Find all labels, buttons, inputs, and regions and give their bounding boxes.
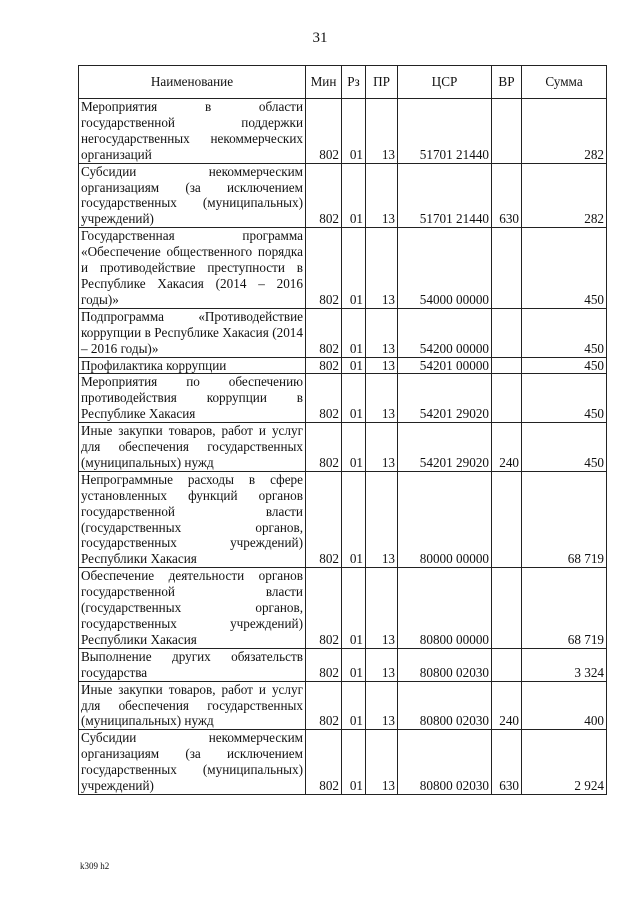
cell-pr: 13	[366, 374, 398, 423]
cell-csr: 54200 00000	[398, 308, 492, 357]
header-min: Мин	[306, 66, 342, 99]
cell-vr	[492, 568, 522, 649]
header-name: Наименование	[79, 66, 306, 99]
header-vr: ВР	[492, 66, 522, 99]
cell-vr: 240	[492, 423, 522, 472]
header-rz: Рз	[342, 66, 366, 99]
cell-min: 802	[306, 374, 342, 423]
cell-csr: 80000 00000	[398, 471, 492, 567]
cell-csr: 54201 00000	[398, 357, 492, 374]
cell-rz: 01	[342, 648, 366, 681]
cell-name: Субсидии некоммерческим организациям (за исключением государственных (муниципальных) учреждений)	[79, 163, 306, 228]
cell-min: 802	[306, 308, 342, 357]
table-row	[79, 99, 607, 164]
cell-csr: 54201 29020	[398, 423, 492, 472]
cell-min: 802	[306, 471, 342, 567]
cell-sum: 2 924	[522, 730, 607, 795]
cell-csr: 80800 00000	[398, 568, 492, 649]
cell-csr: 54000 00000	[398, 228, 492, 309]
cell-pr: 13	[366, 568, 398, 649]
cell-rz: 01	[342, 357, 366, 374]
cell-name: Иные закупки товаров, работ и услуг для обеспечения государственных (муниципальных) нужд	[79, 681, 306, 730]
cell-pr: 13	[366, 681, 398, 730]
cell-pr: 13	[366, 423, 398, 472]
cell-min: 802	[306, 357, 342, 374]
cell-min: 802	[306, 730, 342, 795]
cell-vr: 630	[492, 730, 522, 795]
cell-name: Мероприятия по обеспечению противодействия коррупции в Республике Хакасия	[79, 374, 306, 423]
table-row	[79, 681, 607, 730]
header-sum: Сумма	[522, 66, 607, 99]
cell-sum: 400	[522, 681, 607, 730]
cell-min: 802	[306, 163, 342, 228]
cell-name: Государственная программа «Обеспечение общественного порядка и противодействие преступности в Республике Хакасия (2014 – 2016 годы)»	[79, 228, 306, 309]
footer-code: k309 h2	[80, 861, 110, 871]
cell-name: Выполнение других обязательств государства	[79, 648, 306, 681]
cell-vr	[492, 648, 522, 681]
cell-pr: 13	[366, 357, 398, 374]
cell-vr	[492, 357, 522, 374]
cell-sum: 450	[522, 423, 607, 472]
cell-csr: 51701 21440	[398, 163, 492, 228]
cell-vr	[492, 374, 522, 423]
cell-min: 802	[306, 568, 342, 649]
table-row	[79, 648, 607, 681]
cell-min: 802	[306, 648, 342, 681]
cell-sum: 282	[522, 163, 607, 228]
cell-rz: 01	[342, 374, 366, 423]
cell-pr: 13	[366, 308, 398, 357]
cell-csr: 80800 02030	[398, 681, 492, 730]
cell-sum: 450	[522, 228, 607, 309]
cell-pr: 13	[366, 471, 398, 567]
cell-rz: 01	[342, 163, 366, 228]
cell-rz: 01	[342, 308, 366, 357]
cell-name: Обеспечение деятельности органов государственной власти (государственных органов, государственных учреждений) Республики Хакасия	[79, 568, 306, 649]
cell-sum: 282	[522, 99, 607, 164]
cell-vr: 240	[492, 681, 522, 730]
cell-name: Субсидии некоммерческим организациям (за исключением государственных (муниципальных) учреждений)	[79, 730, 306, 795]
table-row	[79, 228, 607, 309]
cell-name: Подпрограмма «Противодействие коррупции в Республике Хакасия (2014 – 2016 годы)»	[79, 308, 306, 357]
header-csr: ЦСР	[398, 66, 492, 99]
cell-pr: 13	[366, 99, 398, 164]
table-row	[79, 471, 607, 567]
cell-csr: 80800 02030	[398, 730, 492, 795]
cell-min: 802	[306, 228, 342, 309]
cell-vr	[492, 99, 522, 164]
page-number: 31	[312, 30, 328, 46]
cell-name: Непрограммные расходы в сфере установленных функций органов государственной власти (государственных органов, государственных учреждений) Республики Хакасия	[79, 471, 306, 567]
cell-sum: 68 719	[522, 471, 607, 567]
table-row	[79, 568, 607, 649]
cell-sum: 450	[522, 308, 607, 357]
table-row	[79, 357, 607, 374]
table-row	[79, 730, 607, 795]
table-row	[79, 374, 607, 423]
cell-rz: 01	[342, 471, 366, 567]
cell-vr	[492, 471, 522, 567]
cell-vr	[492, 308, 522, 357]
cell-csr: 54201 29020	[398, 374, 492, 423]
cell-min: 802	[306, 681, 342, 730]
budget-table	[78, 65, 607, 795]
cell-rz: 01	[342, 681, 366, 730]
cell-rz: 01	[342, 423, 366, 472]
cell-rz: 01	[342, 99, 366, 164]
cell-sum: 3 324	[522, 648, 607, 681]
cell-name: Мероприятия в области государственной поддержки негосударственных некоммерческих организаций	[79, 99, 306, 164]
cell-min: 802	[306, 423, 342, 472]
cell-sum: 450	[522, 374, 607, 423]
cell-pr: 13	[366, 648, 398, 681]
cell-sum: 68 719	[522, 568, 607, 649]
cell-rz: 01	[342, 568, 366, 649]
table-row	[79, 308, 607, 357]
table-row	[79, 423, 607, 472]
cell-vr: 630	[492, 163, 522, 228]
cell-pr: 13	[366, 730, 398, 795]
table-header-row	[79, 66, 607, 99]
table-row	[79, 163, 607, 228]
header-pr: ПР	[366, 66, 398, 99]
cell-pr: 13	[366, 163, 398, 228]
cell-pr: 13	[366, 228, 398, 309]
cell-min: 802	[306, 99, 342, 164]
cell-csr: 80800 02030	[398, 648, 492, 681]
cell-name: Иные закупки товаров, работ и услуг для обеспечения государственных (муниципальных) нужд	[79, 423, 306, 472]
cell-csr: 51701 21440	[398, 99, 492, 164]
cell-sum: 450	[522, 357, 607, 374]
cell-rz: 01	[342, 730, 366, 795]
cell-vr	[492, 228, 522, 309]
cell-name: Профилактика коррупции	[79, 357, 306, 374]
cell-rz: 01	[342, 228, 366, 309]
